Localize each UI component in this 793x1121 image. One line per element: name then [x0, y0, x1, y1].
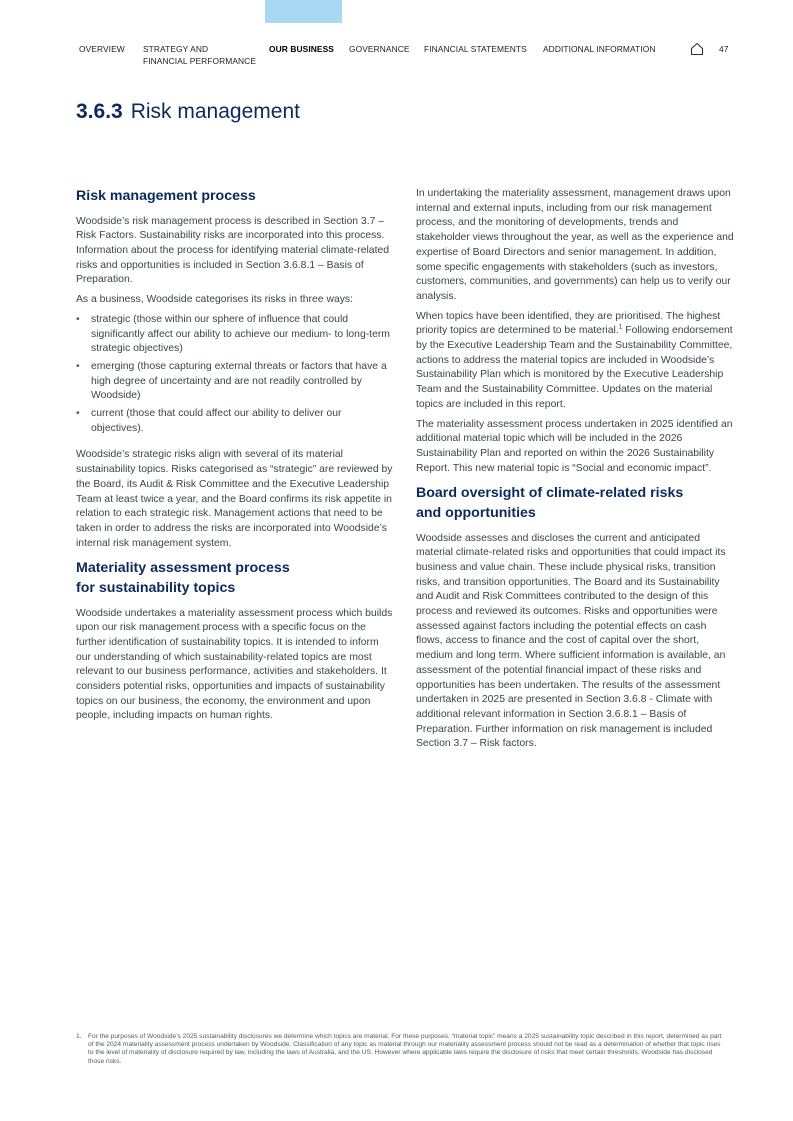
- board-oversight-heading: [416, 484, 734, 523]
- heading-line: and opportunities: [416, 504, 536, 521]
- list-item: • emerging (those capturing external threats or factors that have a high degree of uncertainty and are not readily controlled by Woodside): [76, 360, 394, 404]
- nav-governance[interactable]: GOVERNANCE: [349, 44, 410, 54]
- text-run: Following endorsement by the Executive Leadership Team and the Sustainability Committee, actions to address the material topics are included in Woodside’s Sustainability Plan which is monitored by the Executive Leadership Team and the Sustainability Committee. Updates on the material topics are included in this report.: [416, 325, 733, 410]
- left-column: [76, 187, 394, 729]
- paragraph: Woodside’s risk management process is described in Section 3.7 – Risk Factors. Sustainability risks are incorporated into this process. Information about the process for identifying material climate-related risks and opportunities is included in Section 3.6.8.1 – Basis of Preparation.: [76, 215, 390, 286]
- section-title: Risk management: [130, 100, 300, 124]
- nav-strategy-financial-performance[interactable]: STRATEGY AND FINANCIAL PERFORMANCE: [143, 44, 257, 66]
- risk-categories-list: [76, 313, 394, 437]
- page-number: 47: [719, 44, 729, 54]
- footnote-text: For the purposes of Woodside’s 2025 sustainability disclosures we determine which topics are material. For these purposes, “material topic” means a 2025 sustainability topic described in this report, determined as part of the 2024 materiality assessment process undertaken by Woodside. Classification of any topic as material through our materiality assessment process should not be read as a determination of whether that topic rises to the level of materiality of disclosure required by law, including the laws of Australia, and the US. However where applicable laws require the disclosure of risks that meet certain thresholds, Woodside has disclosed those risks.: [88, 1033, 722, 1065]
- paragraph: As a business, Woodside categorises its risks in three ways:: [76, 294, 354, 306]
- right-column: [416, 187, 734, 757]
- heading-line: Materiality assessment process: [76, 560, 290, 577]
- section-number: 3.6.3: [76, 100, 123, 124]
- paragraph: Woodside assesses and discloses the current and anticipated material climate-related risks and opportunities that could impact its business and value chain. These include physical risks, transition risks, and transition opportunities. The Board and its Sustainability and Audit and Risk Committees contributed to the design of this process and reviewed its outcomes. Risks and opportunities were assessed against factors including the potential effects on cash flows, access to finance and the cost of capital over the short, medium and long term. Where sufficient information is available, an assessment of the potential financial impact of these risks and opportunities has been undertaken. The results of the assessment undertaken in 2025 are presented in Section 3.6.8 - Climate with additional relevant information in Section 3.6.8.1 – Basis of Preparation. Further information on risk management is included Section 3.7 – Risk factors.: [416, 532, 726, 750]
- nav-additional-information[interactable]: ADDITIONAL INFORMATION: [543, 44, 656, 54]
- list-item: • strategic (those within our sphere of influence that could significantly affect our ability to achieve our medium- to long-term strategic objectives): [76, 313, 394, 357]
- heading-line: for sustainability topics: [76, 579, 236, 596]
- paragraph: The materiality assessment process undertaken in 2025 identified an additional material topic which will be included in the 2026 Sustainability Plan and reported on within the 2026 Sustainability Report. This new material topic is “Social and economic impact”.: [416, 418, 733, 474]
- footnote: [76, 1033, 726, 1066]
- top-navigation: [0, 44, 793, 68]
- active-tab-marker: [265, 0, 342, 23]
- text-run: When topics have been identified, they are prioritised. The highest priority topics are determined to be material.: [416, 310, 721, 337]
- footnote-reference[interactable]: 1: [618, 323, 623, 331]
- paragraph: Woodside’s strategic risks align with several of its material sustainability topics. Risks categorised as “strategic” are reviewed by the Board, its Audit & Risk Committee and the Executive Leadership Team at least twice a year, and the Board confirms its risk appetite in relation to each strategic risk. Management actions that need to be taken in order to address the risks are incorporated into Woodside’s internal risk management system.: [76, 449, 393, 549]
- paragraph: Woodside undertakes a materiality assessment process which builds upon our risk management process with a specific focus on the further identification of sustainability topics. It is intended to inform our understanding of which sustainability-related topics are most relevant to our business performance, activities and stakeholders. It considers potential risks, opportunities and impacts of sustainability topics on our business, the economy, the environment and upon people, including impacts on human rights.: [76, 607, 393, 722]
- list-item: • current (those that could affect our ability to deliver our objectives).: [76, 407, 394, 436]
- heading-line: Board oversight of climate-related risks: [416, 485, 684, 502]
- footnote-number: 1.: [76, 1033, 82, 1040]
- paragraph: [416, 310, 734, 413]
- paragraph: In undertaking the materiality assessment, management draws upon internal and external inputs, including from our risk management process, and the monitoring of developments, trends and stakeholder views throughout the year, as well as the experience and expertise of Board Directors and senior management. In addition, some specific engagements with stakeholders (such as investors, customers, communities, and governments) can help us to verify our analysis.: [416, 188, 734, 302]
- page-title: [76, 100, 300, 124]
- risk-management-process-heading: Risk management process: [76, 188, 256, 204]
- materiality-assessment-heading: [76, 559, 394, 598]
- nav-financial-statements[interactable]: FINANCIAL STATEMENTS: [424, 44, 527, 54]
- home-icon[interactable]: [690, 42, 704, 56]
- nav-overview[interactable]: OVERVIEW: [79, 44, 125, 54]
- nav-our-business[interactable]: OUR BUSINESS: [269, 44, 334, 54]
